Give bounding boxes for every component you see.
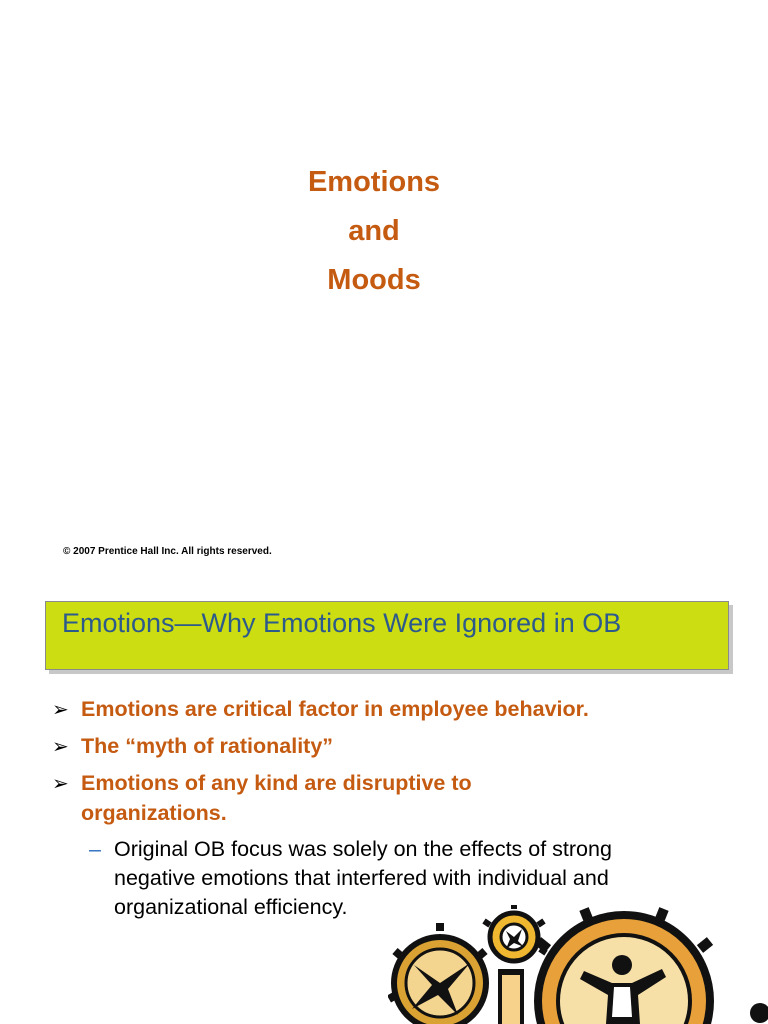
small-gear-icon	[484, 905, 546, 961]
title-line-1: Emotions	[307, 166, 441, 198]
left-gear-icon	[389, 923, 486, 1024]
bullet-item	[52, 694, 752, 724]
bullet-item	[52, 768, 581, 828]
bullet-text: Emotions of any kind are disruptive to organizations.	[81, 771, 472, 825]
arrow-bullet-icon: ➢	[52, 734, 69, 758]
sub-bullet-text: Original OB focus was solely on the effects of strong negative emotions that interfered with individual and organizational efficiency.	[114, 837, 612, 919]
dash-marker: –	[89, 837, 101, 861]
bullet-item	[52, 731, 752, 761]
gears-illustration	[388, 905, 768, 1024]
copyright-notice: © 2007 Prentice Hall Inc. All rights reserved.	[63, 546, 272, 557]
arrow-bullet-icon: ➢	[52, 771, 69, 795]
slide2-title: Emotions—Why Emotions Were Ignored in OB	[62, 608, 622, 638]
bullet-text: The “myth of rationality”	[81, 734, 334, 758]
bullet-list	[52, 694, 752, 922]
right-gear-icon	[538, 909, 710, 1024]
slide1-title	[240, 158, 508, 305]
title-line-3: Moods	[327, 264, 421, 296]
slide2-title-box	[45, 601, 729, 670]
bullet-text: Emotions are critical factor in employee behavior.	[81, 697, 589, 721]
title-line-2: and	[348, 215, 400, 247]
arrow-bullet-icon: ➢	[52, 697, 69, 721]
